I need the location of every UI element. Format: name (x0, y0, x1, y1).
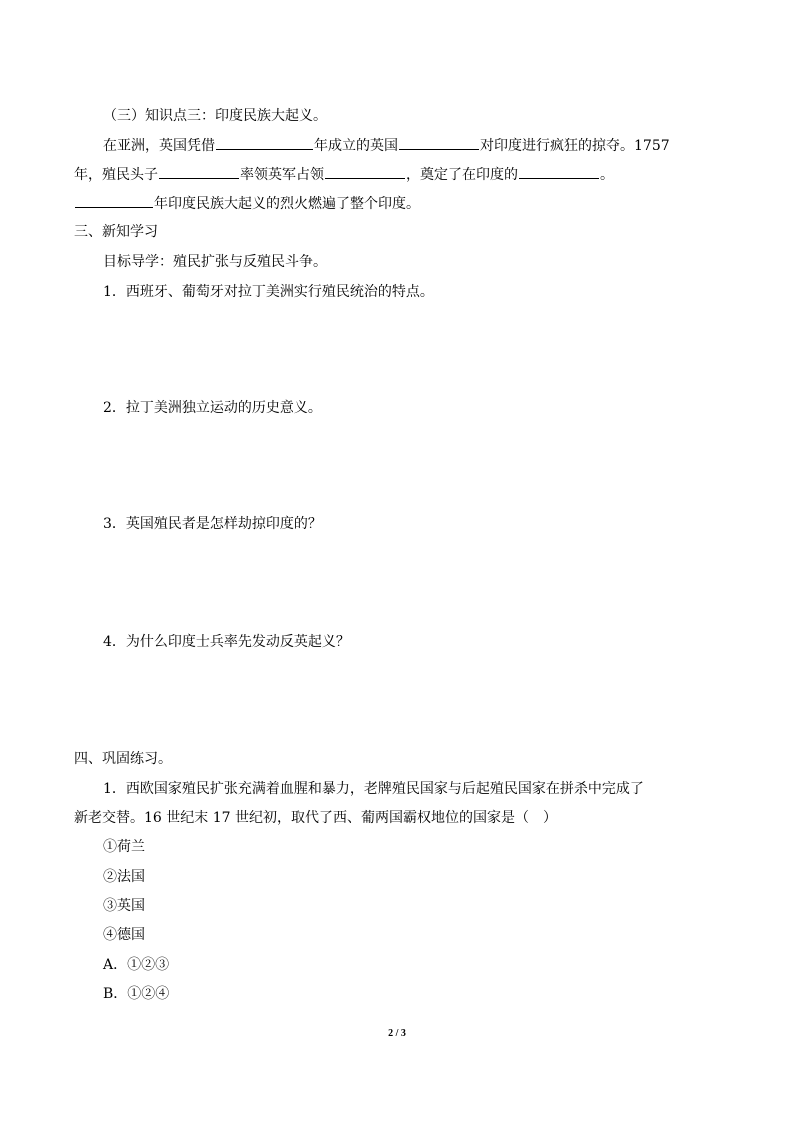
section3-paragraph-line2 (74, 164, 614, 185)
question-2: 2．拉丁美洲独立运动的历史意义。 (103, 400, 322, 416)
fill-blank-uprising-year[interactable] (75, 193, 153, 208)
part4-heading: 四、巩固练习。 (74, 751, 172, 767)
section3-heading: （三）知识点三：印度民族大起义。 (103, 108, 327, 124)
fill-blank-company[interactable] (399, 135, 479, 150)
text-fragment: 。 (600, 167, 614, 183)
fill-blank-leader[interactable] (159, 164, 239, 179)
question-3: 3．英国殖民者是怎样劫掠印度的？ (103, 516, 322, 532)
fill-blank-place[interactable] (325, 164, 405, 179)
exercise-1-line1: 1．西欧国家殖民扩张充满着血腥和暴力，老牌殖民国家与后起殖民国家在拼杀中完成了 (103, 781, 644, 797)
section3-paragraph-line1 (103, 135, 670, 156)
choice-b[interactable]: B．①②④ (103, 986, 170, 1002)
question-4: 4．为什么印度士兵率先发动反英起义？ (103, 634, 350, 650)
exercise-1-line2: 新老交替。16 世纪末 17 世纪初，取代了西、葡两国霸权地位的国家是（ ） (74, 810, 557, 826)
option-1: ①荷兰 (103, 839, 145, 855)
text-fragment: 年成立的英国 (314, 138, 398, 154)
choice-a[interactable]: A．①②③ (103, 957, 170, 973)
fill-blank-year[interactable] (216, 135, 313, 150)
text-fragment: 年印度民族大起义的烈火燃遍了整个印度。 (154, 196, 420, 212)
question-1: 1．西班牙、葡萄牙对拉丁美洲实行殖民统治的特点。 (103, 284, 434, 300)
text-fragment: 在亚洲，英国凭借 (103, 138, 215, 154)
text-fragment: 年，殖民头子 (74, 167, 158, 183)
text-fragment: 率领英军占领 (240, 167, 324, 183)
page-number: 2 / 3 (388, 1028, 406, 1039)
text-fragment: 对印度进行疯狂的掠夺。1757 (480, 138, 670, 154)
option-3: ③英国 (103, 898, 145, 914)
option-4: ④德国 (103, 927, 145, 943)
fill-blank-foundation[interactable] (519, 164, 599, 179)
option-2: ②法国 (103, 869, 145, 885)
section3-paragraph-line3 (74, 193, 420, 214)
part3-heading: 三、新知学习 (74, 224, 158, 240)
text-fragment: ，奠定了在印度的 (406, 167, 518, 183)
part3-goal: 目标导学：殖民扩张与反殖民斗争。 (103, 254, 327, 270)
